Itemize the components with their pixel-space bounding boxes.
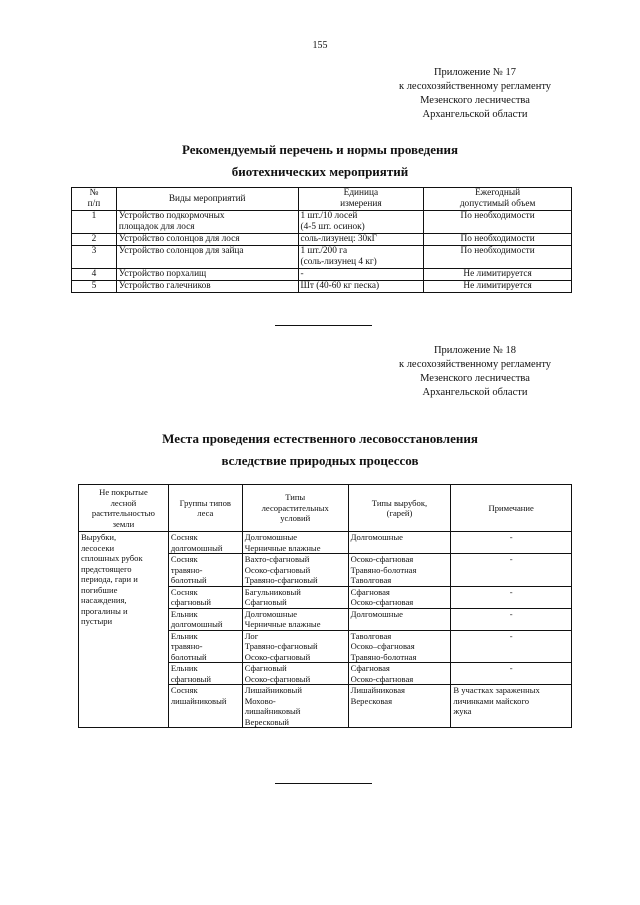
table-row (72, 211, 572, 234)
clearing-type-cell: Таволговая Осоко–сфагновая Травяно-болотная (348, 630, 451, 663)
volume-cell: Не лимитируется (424, 281, 572, 293)
conditions-cell: Вахто-сфагновый Осоко-сфагновый Травяно-сфагновый (242, 554, 348, 587)
column-header: Группы типов леса (168, 485, 242, 532)
appendix-18-line: к лесохозяйственному регламенту (398, 359, 552, 370)
section-2-title-line: вследствие природных процессов (221, 453, 419, 468)
volume-cell: Не лимитируется (424, 269, 572, 281)
column-header: Единица измерения (298, 188, 424, 211)
measure-cell: Устройство подкормочных площадок для лося (116, 211, 298, 234)
note-cell: - (451, 608, 572, 630)
appendix-18-line: Архангельской области (422, 387, 528, 398)
volume-cell: По необходимости (424, 211, 572, 234)
table-header-row (79, 485, 572, 532)
section-1-title-line: биотехнических мероприятий (231, 164, 409, 179)
clearing-type-cell: Осоко-сфагновая Травяно-болотная Таволговая (348, 554, 451, 587)
conditions-cell: Долгомошные Черничные влажные (242, 532, 348, 554)
column-header: Типы лесорастительных условий (242, 485, 348, 532)
note-cell: - (451, 663, 572, 685)
clearing-type-cell: Сфагновая Осоко-сфагновая (348, 663, 451, 685)
unit-cell: - (298, 269, 424, 281)
measure-cell: Устройство порхалищ (116, 269, 298, 281)
forest-type-cell: Сосняк лишайниковый (168, 685, 242, 728)
conditions-cell: Сфагновый Осоко-сфагновый (242, 663, 348, 685)
table-row (72, 269, 572, 281)
appendix-18-header (370, 344, 580, 400)
unit-cell: 1 шт./10 лосей (4-5 шт. осинок) (298, 211, 424, 234)
table-row (72, 281, 572, 293)
note-cell: - (451, 630, 572, 663)
column-header: Не покрытые лесной растительностью земли (79, 485, 169, 532)
measure-cell: Устройство солонцов для зайца (116, 246, 298, 269)
note-cell: - (451, 554, 572, 587)
measure-cell: Устройство солонцов для лося (116, 234, 298, 246)
section-2-title-line: Места проведения естественного лесовосстановления (162, 431, 478, 446)
section-1-title-line: Рекомендуемый перечень и нормы проведения (182, 142, 458, 157)
unit-cell: Шт (40-60 кг песка) (298, 281, 424, 293)
appendix-17-line: Архангельской области (422, 109, 528, 120)
conditions-cell: Лишайниковый Моховo- лишайниковый Вересковый (242, 685, 348, 728)
table-header-row (72, 188, 572, 211)
table-row (72, 234, 572, 246)
row-number: 5 (72, 281, 117, 293)
forest-type-cell: Ельник долгомошный (168, 608, 242, 630)
section-1-title (0, 139, 640, 183)
appendix-17-header (370, 66, 580, 122)
volume-cell: По необходимости (424, 234, 572, 246)
note-cell: В участках зараженных личинками майского жука (451, 685, 572, 728)
forest-type-cell: Ельник сфагновый (168, 663, 242, 685)
appendix-18-line: Мезенского лесничества (420, 373, 530, 384)
row-number: 3 (72, 246, 117, 269)
note-cell: - (451, 532, 572, 554)
table-row (79, 532, 572, 554)
appendix-17-line: к лесохозяйственному регламенту (398, 81, 552, 92)
forest-type-cell: Сосняк долгомошный (168, 532, 242, 554)
section-2-title (0, 428, 640, 472)
column-header: Типы вырубок, (гарей) (348, 485, 451, 532)
column-header: Виды мероприятий (116, 188, 298, 211)
biotechnical-measures-table (71, 187, 572, 293)
land-category-cell: Вырубки, лесосеки сплошных рубок предстоящего периода, гари и погибшие насаждения, прогалины и пустыри (79, 532, 169, 728)
appendix-18-line: Приложение № 18 (433, 345, 517, 356)
appendix-17-line: Мезенского лесничества (420, 95, 530, 106)
appendix-17-line: Приложение № 17 (433, 67, 517, 78)
note-cell: - (451, 586, 572, 608)
forest-type-cell: Сосняк сфагновый (168, 586, 242, 608)
reforestation-places-table (78, 484, 572, 728)
page-number: 155 (312, 40, 328, 51)
column-header: Ежегодный допустимый объем (424, 188, 572, 211)
conditions-cell: Багульниковый Сфагновый (242, 586, 348, 608)
table-row (72, 246, 572, 269)
column-header: № п/п (72, 188, 117, 211)
row-number: 1 (72, 211, 117, 234)
column-header: Примечание (451, 485, 572, 532)
clearing-type-cell: Долгомошные (348, 608, 451, 630)
clearing-type-cell: Долгомошные (348, 532, 451, 554)
conditions-cell: Долгомошные Черничные влажные (242, 608, 348, 630)
volume-cell: По необходимости (424, 246, 572, 269)
separator-line (275, 325, 372, 326)
row-number: 2 (72, 234, 117, 246)
conditions-cell: Лог Травяно-сфагновый Осоко-сфагновый (242, 630, 348, 663)
clearing-type-cell: Лишайниковая Вересковая (348, 685, 451, 728)
measure-cell: Устройство галечников (116, 281, 298, 293)
forest-type-cell: Ельник травяно- болотный (168, 630, 242, 663)
separator-line (275, 783, 372, 784)
clearing-type-cell: Сфагновая Осоко-сфагновая (348, 586, 451, 608)
unit-cell: соль-лизунец: 30кГ (298, 234, 424, 246)
unit-cell: 1 шт./200 га (соль-лизунец 4 кг) (298, 246, 424, 269)
row-number: 4 (72, 269, 117, 281)
forest-type-cell: Сосняк травяно- болотный (168, 554, 242, 587)
